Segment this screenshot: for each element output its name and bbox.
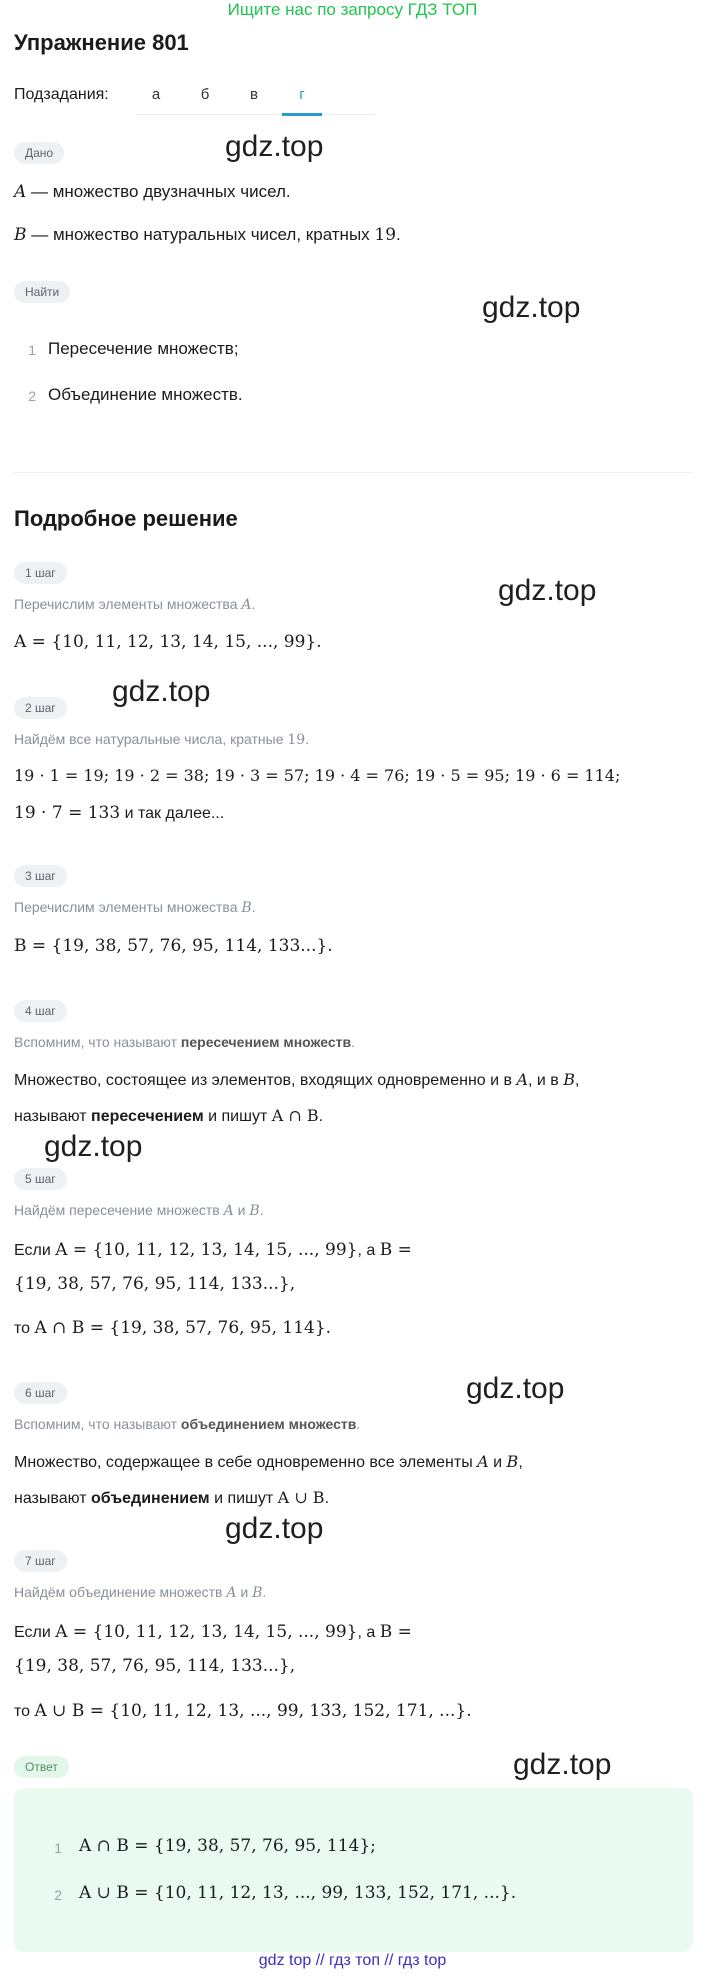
- promo-banner[interactable]: Ищите нас по запросу ГДЗ ТОП: [227, 0, 478, 19]
- watermark: gdz.top: [225, 130, 324, 163]
- step-7-line-3: то A ∪ B = {10, 11, 12, 13, ..., 99, 133, 152, 171, ...}.: [14, 1701, 472, 1721]
- step-5-desc: Найдём пересечение множеств A и B.: [14, 1202, 264, 1219]
- step-3-chip: 3 шаг: [14, 865, 67, 887]
- footer-links[interactable]: gdz top // гдз топ // гдз top: [258, 1952, 447, 1969]
- given-line-a: A — множество двузначных чисел.: [14, 182, 291, 202]
- tab-v[interactable]: в: [250, 86, 258, 103]
- section-divider: [14, 472, 693, 473]
- page-title: Упражнение 801: [14, 30, 189, 55]
- find-chip: Найти: [14, 281, 70, 303]
- given-chip: Дано: [14, 142, 64, 164]
- watermark: gdz.top: [44, 1130, 143, 1163]
- tab-b[interactable]: б: [200, 86, 210, 103]
- tabs-divider: [135, 114, 375, 115]
- step-1-desc: Перечислим элементы множества A.: [14, 596, 256, 613]
- step-6-chip: 6 шаг: [14, 1382, 67, 1404]
- step-7-desc: Найдём объединение множеств A и B.: [14, 1584, 267, 1601]
- step-4-desc: Вспомним, что называют пересечением множеств.: [14, 1034, 356, 1050]
- answer-item-number: 2: [54, 1887, 62, 1903]
- watermark: gdz.top: [498, 574, 597, 607]
- tab-g[interactable]: г: [299, 86, 305, 103]
- tab-a[interactable]: а: [151, 86, 161, 103]
- step-2-chip: 2 шаг: [14, 697, 67, 719]
- step-2-line-1: 19 · 1 = 19; 19 · 2 = 38; 19 · 3 = 57; 19 · 4 = 76; 19 · 5 = 95; 19 · 6 = 114;: [14, 766, 621, 785]
- watermark: gdz.top: [225, 1512, 324, 1545]
- step-4-paragraph-1: Множество, состоящее из элементов, входящих одновременно и в A, и в B,: [14, 1070, 580, 1089]
- step-1-chip: 1 шаг: [14, 562, 67, 584]
- step-7-line-1: Если A = {10, 11, 12, 13, 14, 15, ..., 99}, а B =: [14, 1622, 412, 1642]
- step-3-desc: Перечислим элементы множества B.: [14, 899, 256, 916]
- step-4-chip: 4 шаг: [14, 1000, 67, 1022]
- find-item-text: Объединение множеств.: [48, 385, 243, 404]
- answer-item-number: 1: [54, 1840, 62, 1856]
- find-item-text: Пересечение множеств;: [48, 339, 239, 358]
- subtasks-label: Подзадания:: [14, 86, 109, 103]
- step-7-line-2: {19, 38, 57, 76, 95, 114, 133...},: [14, 1656, 296, 1676]
- step-6-desc: Вспомним, что называют объединением множеств.: [14, 1416, 361, 1432]
- answer-box: [14, 1788, 693, 1952]
- step-2-line-2: 19 · 7 = 133 и так далее...: [14, 803, 225, 823]
- step-5-chip: 5 шаг: [14, 1168, 67, 1190]
- solution-heading: Подробное решение: [14, 506, 238, 531]
- step-6-paragraph-1: Множество, содержащее в себе одновременно все элементы A и B,: [14, 1452, 523, 1471]
- step-7-chip: 7 шаг: [14, 1550, 67, 1572]
- active-tab-indicator: [282, 113, 322, 116]
- watermark: gdz.top: [513, 1748, 612, 1781]
- answer-chip: Ответ: [14, 1756, 69, 1778]
- watermark: gdz.top: [112, 675, 211, 708]
- answer-formula-2: A ∪ B = {10, 11, 12, 13, ..., 99, 133, 152, 171, ...}.: [79, 1883, 517, 1903]
- step-1-formula: A = {10, 11, 12, 13, 14, 15, ..., 99}.: [14, 632, 322, 652]
- find-item-number: 2: [28, 388, 36, 404]
- find-item-number: 1: [28, 342, 36, 358]
- step-5-line-3: то A ∩ B = {19, 38, 57, 76, 95, 114}.: [14, 1318, 332, 1338]
- step-4-paragraph-2: называют пересечением и пишут A ∩ B.: [14, 1106, 324, 1125]
- step-5-line-2: {19, 38, 57, 76, 95, 114, 133...},: [14, 1274, 296, 1294]
- step-3-formula: B = {19, 38, 57, 76, 95, 114, 133...}.: [14, 936, 333, 956]
- given-line-b: B — множество натуральных чисел, кратных 19.: [14, 225, 401, 245]
- watermark: gdz.top: [466, 1372, 565, 1405]
- step-2-desc: Найдём все натуральные числа, кратные 19.: [14, 731, 310, 748]
- answer-formula-1: A ∩ B = {19, 38, 57, 76, 95, 114};: [79, 1836, 376, 1856]
- step-5-line-1: Если A = {10, 11, 12, 13, 14, 15, ..., 99}, а B =: [14, 1240, 412, 1260]
- step-6-paragraph-2: называют объединением и пишут A ∪ B.: [14, 1488, 330, 1507]
- watermark: gdz.top: [482, 291, 581, 324]
